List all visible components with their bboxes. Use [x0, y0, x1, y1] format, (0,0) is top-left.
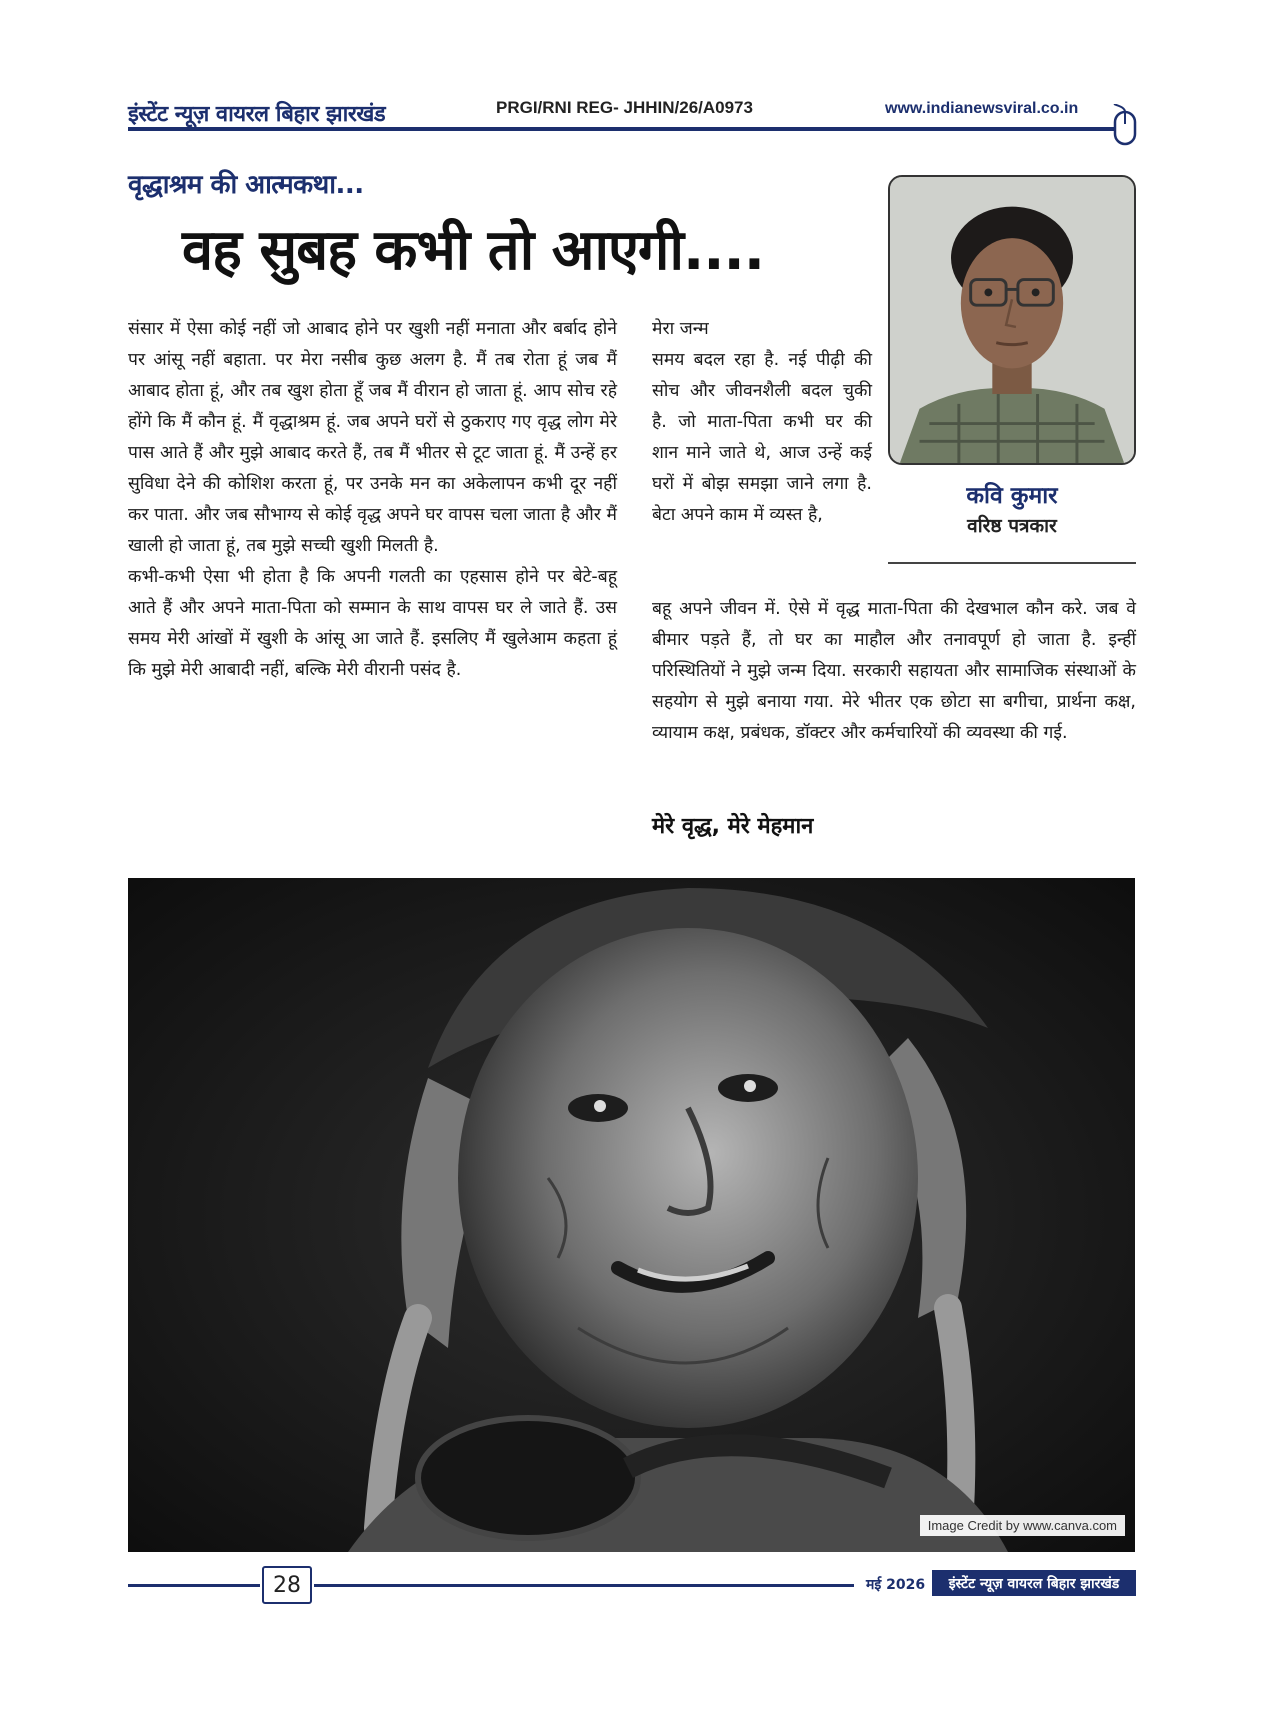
footer-rule-right: [314, 1584, 854, 1587]
article-column-2-wide: बहू अपने जीवन में. ऐसे में वृद्ध माता-पिता की देखभाल कौन करे. जब वे बीमार पड़ते हैं, तो घर का माहौल और तनावपूर्ण हो जाता है. इन्हीं परिस्थितियों ने मुझे जन्म दिया. सरकारी सहायता और सामाजिक संस्थाओं के सहयोग से मुझे बनाया गया. मेरे भीतर एक छोटा सा बगीचा, प्रार्थना कक्ष, व्यायाम कक्ष, प्रबंधक, डॉक्टर और कर्मचारियों की व्यवस्था की गई.: [652, 599, 1136, 743]
registration-number: PRGI/RNI REG- JHHIN/26/A0973: [496, 98, 753, 117]
image-credit: Image Credit by www.canva.com: [920, 1515, 1125, 1536]
magazine-title: इंस्टेंट न्यूज़ वायरल बिहार झारखंड: [128, 102, 386, 127]
author-photo: [888, 175, 1136, 465]
footer-brand: इंस्टेंट न्यूज़ वायरल बिहार झारखंड: [932, 1570, 1136, 1596]
article-column-2-narrow: समय बदल रहा है. नई पीढ़ी की सोच और जीवनशैली बदल चुकी है. जो माता-पिता कभी घर की शान माने जाते थे, आज उन्हें कई घरों में बोझ समझा जाने लगा है. बेटा अपने काम में व्यस्त है,: [652, 350, 872, 525]
author-role: वरिष्ठ पत्रकार: [967, 515, 1057, 537]
paragraph: संसार में ऐसा कोई नहीं जो आबाद होने पर खुशी नहीं मनाता और बर्बाद होने पर आंसू नहीं बहाता. पर मेरा नसीब कुछ अलग है. मैं तब रोता हूं जब मैं आबाद होता हूं, और तब खुश होता हूँ जब मैं वीरान हो जाता हूं. आप सोच रहे होंगे कि मैं कौन हूं. मैं वृद्धाश्रम हूं. जब अपने घरों से ठुकराए गए वृद्ध लोग मेरे पास आते हैं और मुझे आबाद करते हैं, तब मैं भीतर से टूट जाता हूं. मैं उन्हें हर सुविधा देने की कोशिश करता हूं, पर उनके मन का अकेलापन कभी दूर नहीं कर पाता. और जब सौभाग्य से कोई वृद्ध अपने घर वापस चला जाता है और मैं खाली हो जाता हूं, तब मुझे सच्ची खुशी मिलती है.: [128, 319, 617, 556]
footer-rule-left: [128, 1584, 260, 1587]
article-kicker: वृद्धाश्रम की आत्मकथा...: [128, 170, 364, 200]
article-headline: वह सुबह कभी तो आएगी....: [182, 218, 765, 283]
article-subheading: मेरे वृद्ध, मेरे मेहमान: [652, 814, 814, 839]
article-column-1: [128, 314, 617, 686]
author-rule: [888, 562, 1136, 564]
issue-month: मई 2026: [866, 1577, 926, 1593]
header-rule: [128, 127, 1133, 131]
website-link[interactable]: www.indianewsviral.co.in: [885, 100, 1079, 117]
column-2-subtitle: मेरा जन्म: [652, 319, 709, 339]
page-number: 28: [262, 1566, 312, 1604]
author-name: कवि कुमार: [966, 483, 1058, 509]
paragraph: कभी-कभी ऐसा भी होता है कि अपनी गलती का एहसास होने पर बेटे-बहू आते हैं और अपने माता-पिता को सम्मान के साथ वापस घर ले जाते हैं. उस समय मेरी आंखों में खुशी के आंसू आ जाते हैं. इसलिए मैं खुलेआम कहता हूं कि मुझे मेरी आबादी नहीं, बल्कि मेरी वीरानी पसंद है.: [128, 567, 617, 680]
mouse-icon: [1112, 104, 1138, 146]
main-photo: [128, 878, 1135, 1552]
